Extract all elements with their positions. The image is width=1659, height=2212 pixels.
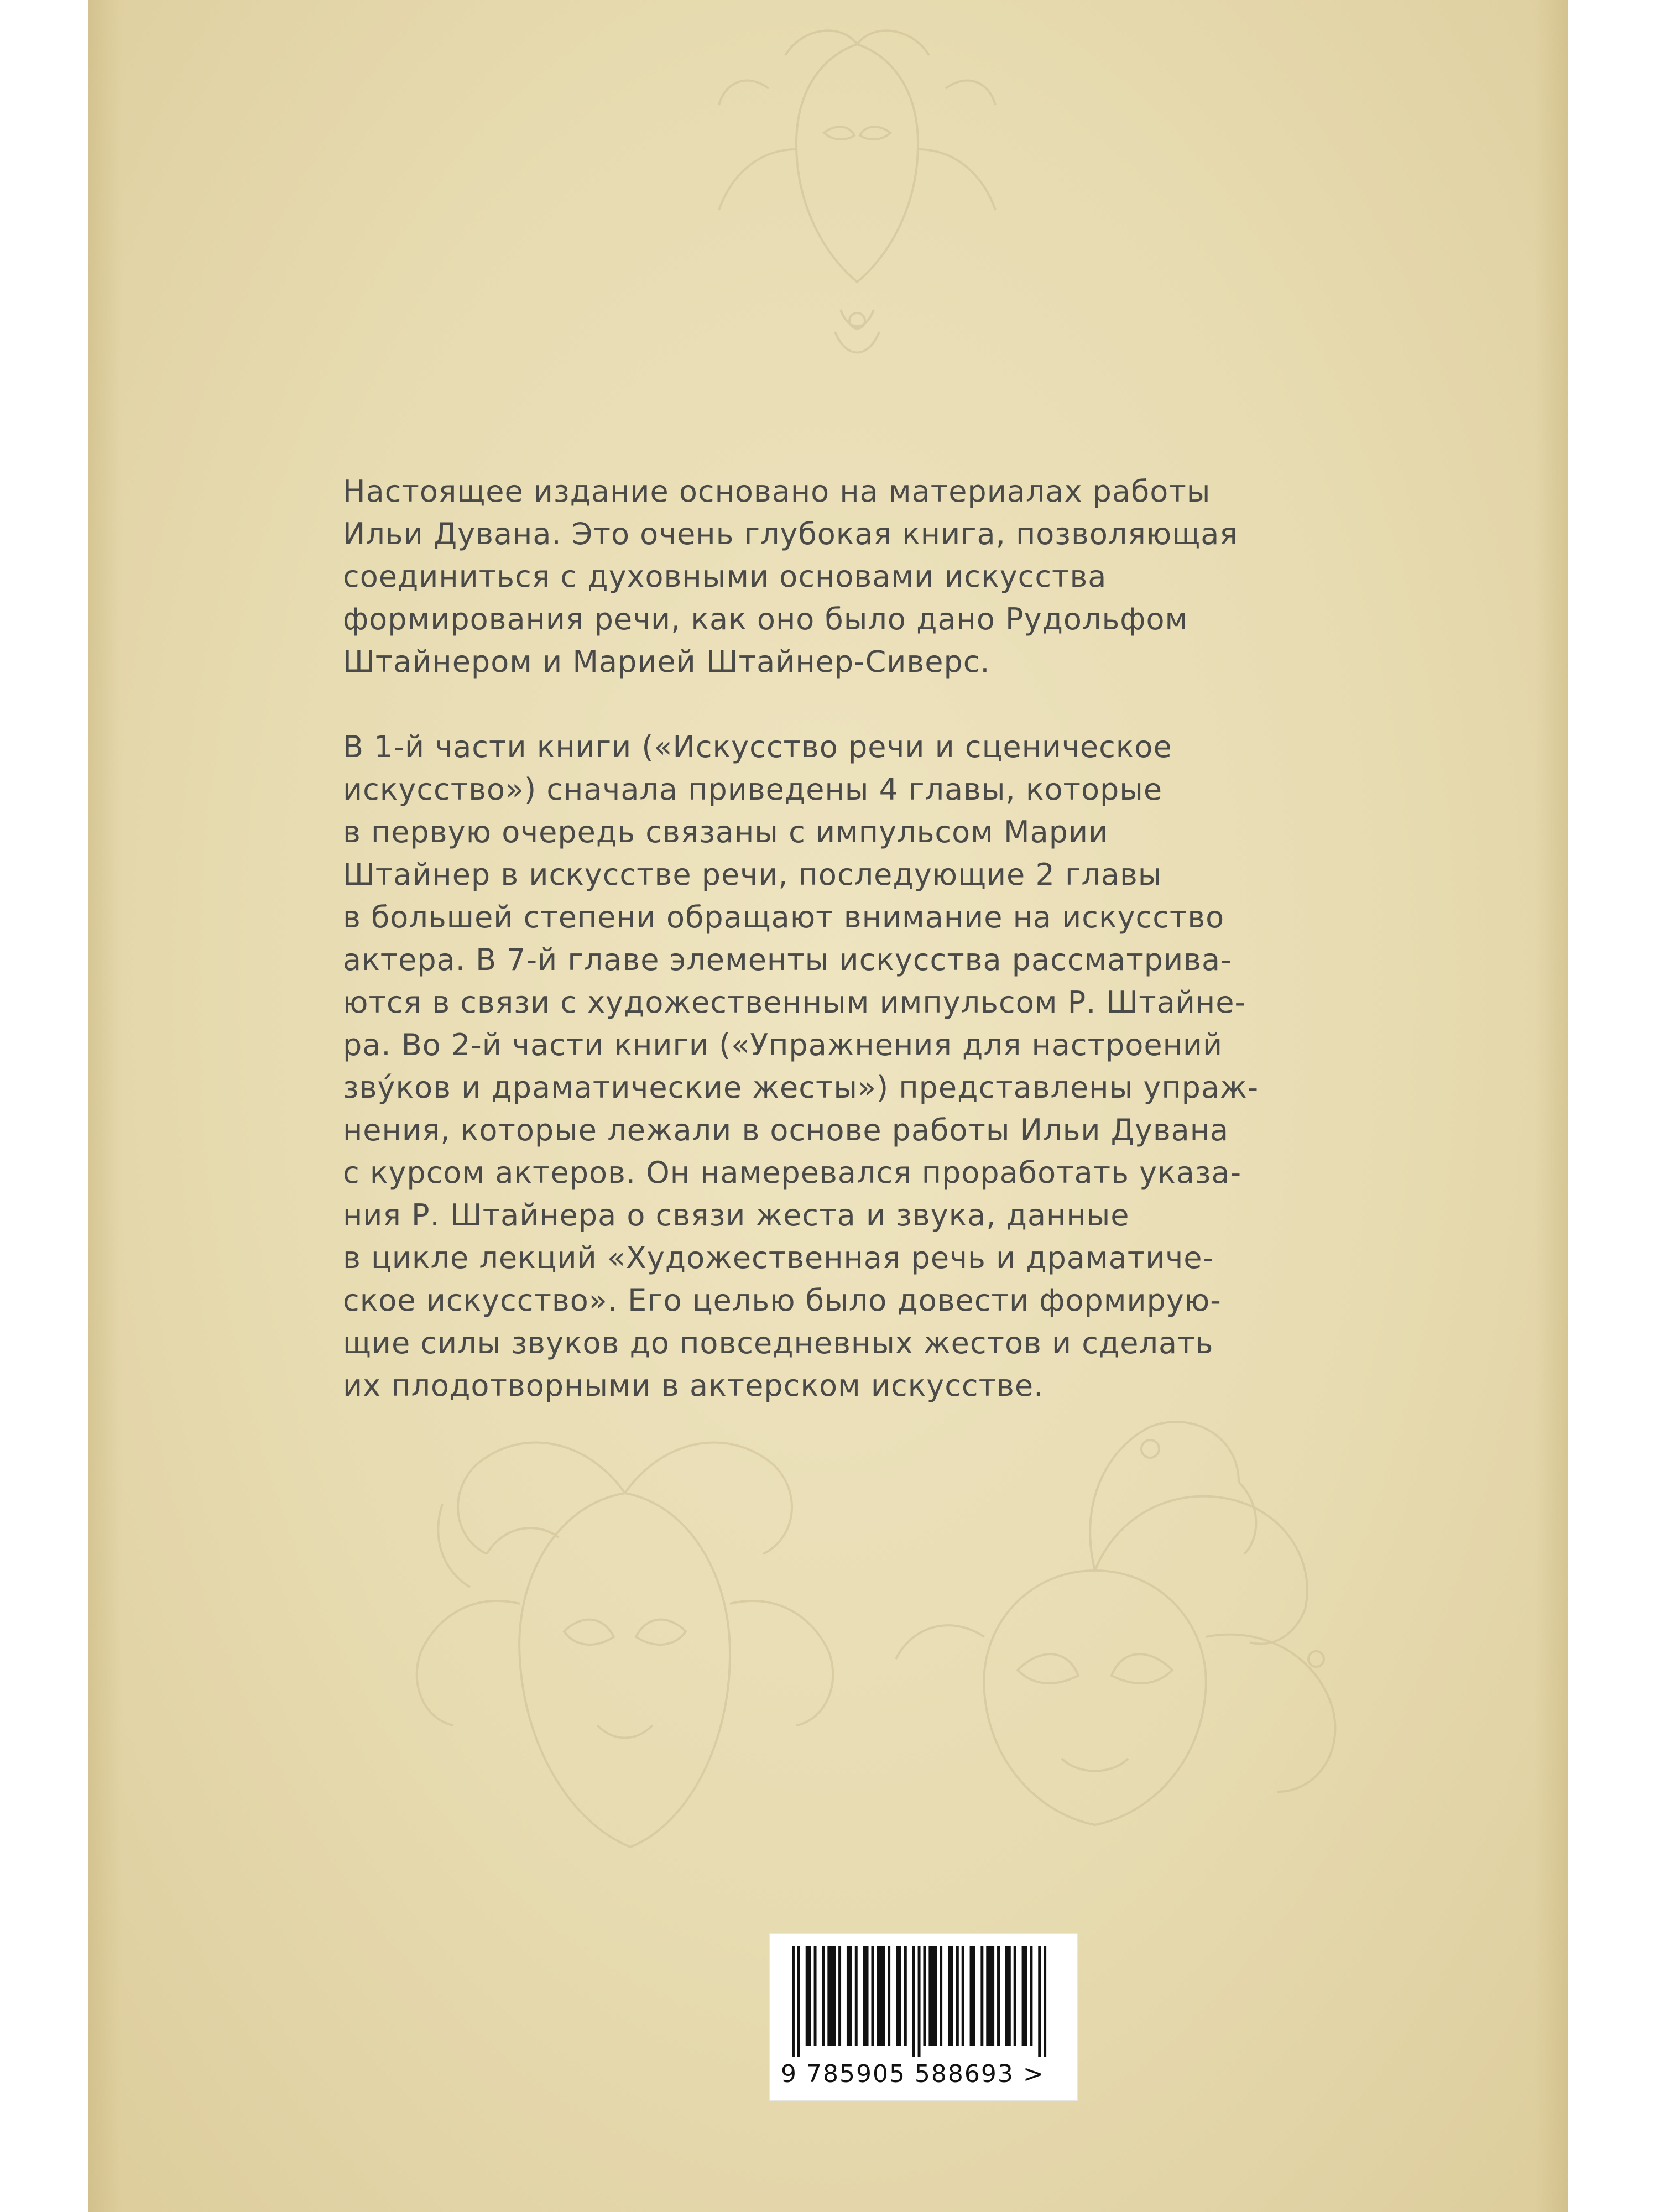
isbn-barcode (769, 1933, 1078, 2101)
barcode-bars-icon (792, 1946, 1052, 2057)
mask-ornament-top-icon (658, 22, 1056, 376)
cover-edge-shadow-right (1535, 0, 1568, 2212)
book-back-cover (88, 0, 1568, 2212)
mask-ornament-bottom-left-icon (376, 1394, 874, 1947)
blurb-paragraph-1: Настоящее издание основано на материалах работы Ильи Дувана. Это очень глубокая книга, позволяющая соединиться с духовными основами искусства формирования речи, как оно было дано Рудольфом Штайнером и Марией Штайнер-Сиверс. (343, 474, 1238, 679)
blurb-text (343, 470, 1421, 1407)
isbn-digits: 9 785905 588693 > (781, 2060, 1045, 2088)
mask-ornament-bottom-right-icon (818, 1405, 1371, 1958)
cover-edge-shadow-left (88, 0, 122, 2212)
blurb-paragraph-2: В 1-й части книги («Искусство речи и сценическое искусство») сначала приведены 4 главы, которые в первую очередь связаны с импульсом Марии Штайнер в искусстве речи, последующие 2 главы в большей степени обращают внимание на искусство актера. В 7-й главе элементы искусства рассматрива- ются в связи с художественным импульсом Р. Штайне- ра. Во 2-й части книги («Упражнения для настроений зву́ков и драматические жесты») представлены упраж- нения, которые лежали в основе работы Ильи Дувана с курсом актеров. Он намеревался проработать указа- ния Р. Штайнера о связи жеста и звука, данные в цикле лекций «Художественная речь и драматиче- ское искусство». Его целью было довести формирую- щие силы звуков до повседневных жестов и сделать их плодотворными в актерском искусстве. (343, 729, 1259, 1403)
